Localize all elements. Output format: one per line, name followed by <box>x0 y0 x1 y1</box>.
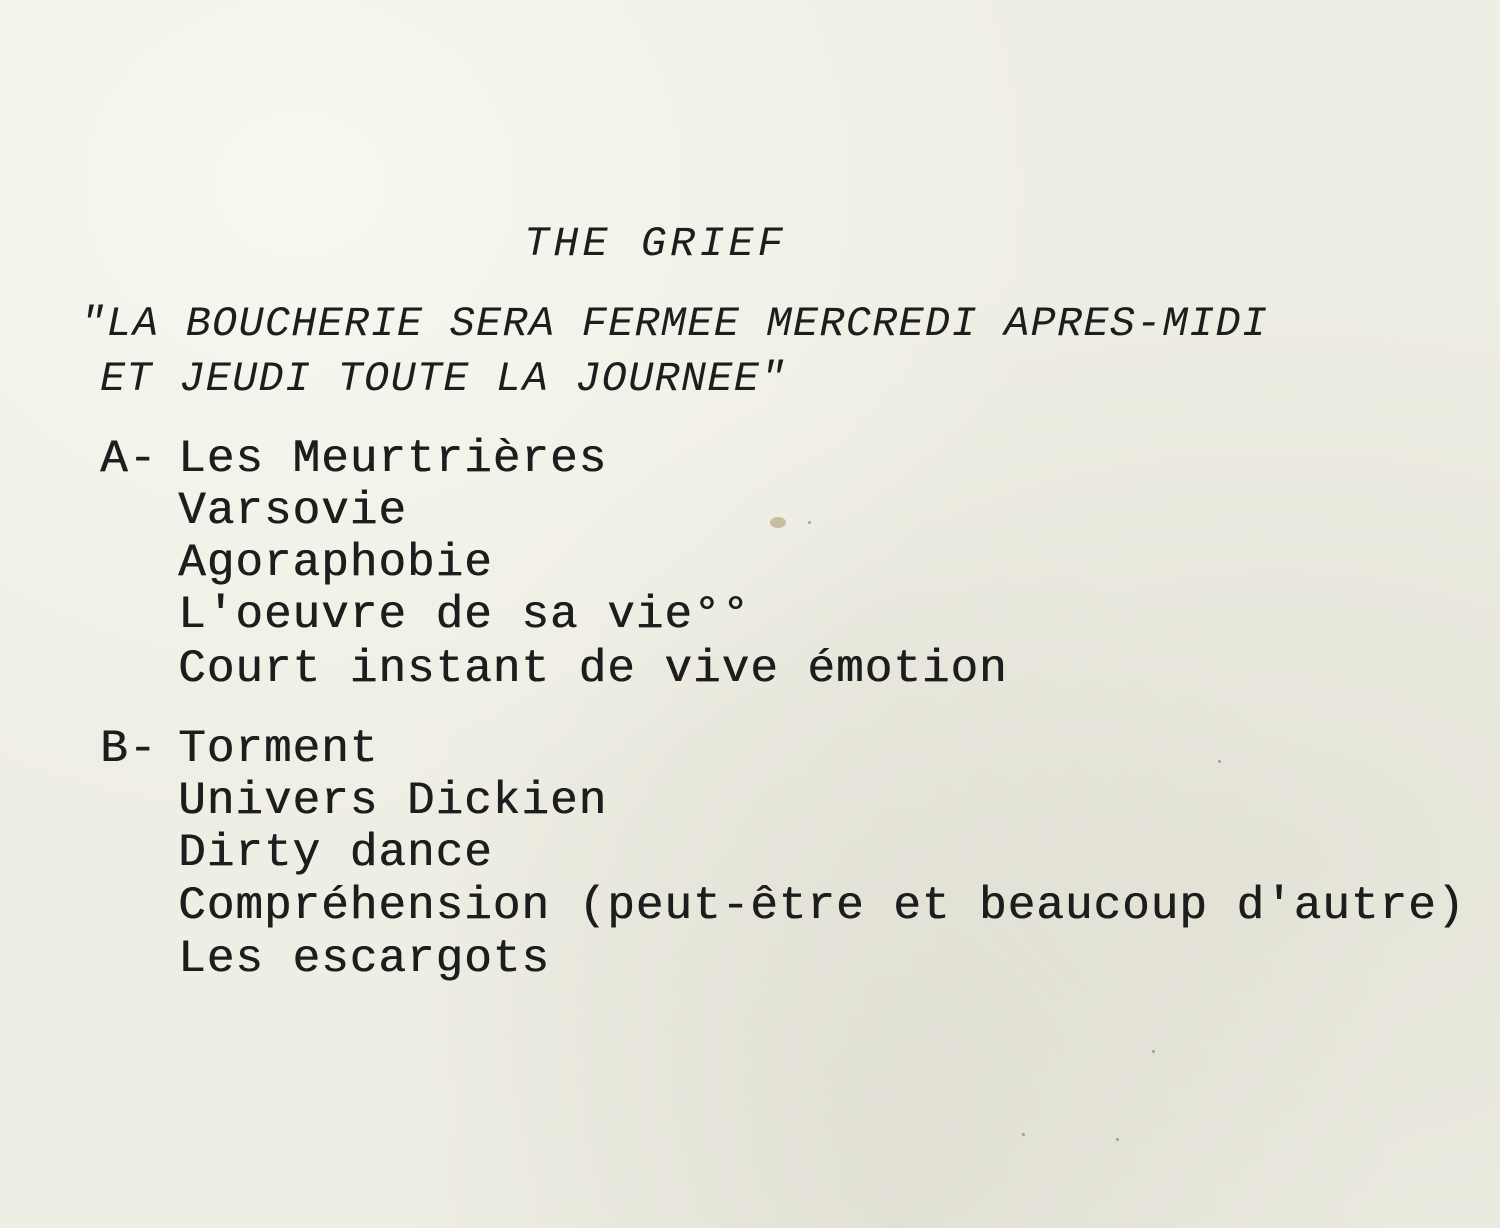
paper-speck <box>1218 760 1221 763</box>
paper-speck <box>1022 1133 1025 1136</box>
paper-speck <box>1152 1050 1155 1053</box>
side-a-track-2: Varsovie <box>178 485 407 537</box>
document-title: THE GRIEF <box>524 220 787 268</box>
subtitle-line-1: "LA BOUCHERIE SERA FERMEE MERCREDI APRES-MIDI <box>80 300 1269 348</box>
paper-speck <box>1116 1138 1119 1141</box>
side-b-track-4: Compréhension (peut-être et beaucoup d'autre) <box>178 880 1466 932</box>
side-a-track-3: Agoraphobie <box>178 537 493 589</box>
side-b-track-2: Univers Dickien <box>178 775 608 827</box>
side-a-track-4: L'oeuvre de sa vie°° <box>178 589 751 641</box>
side-b-track-1: Torment <box>178 723 379 775</box>
paper-stain <box>770 517 786 528</box>
side-a-label: A- <box>100 433 158 485</box>
paper-speck <box>808 521 811 524</box>
side-b-track-5: Les escargots <box>178 933 550 985</box>
side-a-track-5: Court instant de vive émotion <box>178 643 1008 695</box>
side-b-label: B- <box>100 723 158 775</box>
side-a-track-1: Les Meurtrières <box>178 433 608 485</box>
subtitle-line-2: ET JEUDI TOUTE LA JOURNEE" <box>100 355 787 403</box>
side-b-track-3: Dirty dance <box>178 827 493 879</box>
